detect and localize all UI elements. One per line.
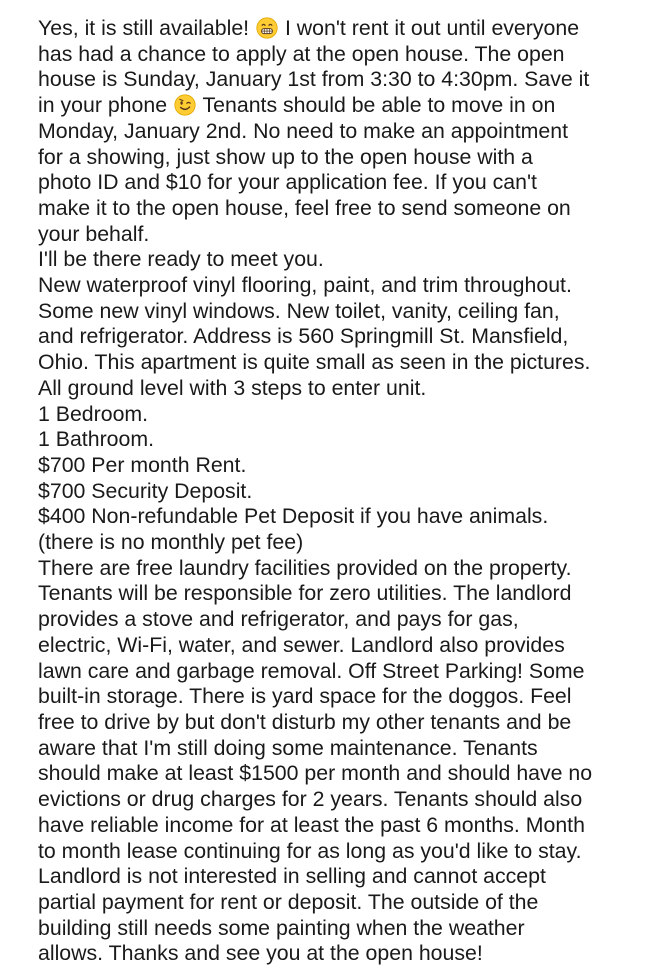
post-line: photo ID and $10 for your application fee. If you can't (38, 170, 537, 195)
post-line: and refrigerator. Address is 560 Springmill St. Mansfield, (38, 324, 569, 349)
post-line: house is Sunday, January 1st from 3:30 to 4:30pm. Save it (38, 67, 590, 92)
post-line: to month lease continuing for as long as you'd like to stay. (38, 838, 582, 863)
post-line: has had a chance to apply at the open house. The open (38, 41, 565, 66)
post-line: Some new vinyl windows. New toilet, vanity, ceiling fan, (38, 298, 560, 323)
post-line: (there is no monthly pet fee) (38, 530, 304, 555)
post-line: in your phone Tenants should be able to move in on (38, 93, 556, 118)
post-line: Landlord is not interested in selling and cannot accept (38, 864, 546, 889)
post-line: built-in storage. There is yard space for the doggos. Feel (38, 684, 572, 709)
post-body (38, 16, 638, 967)
winking-face-icon (174, 94, 196, 116)
post-line: Monday, January 2nd. No need to make an appointment (38, 118, 568, 143)
post-line: aware that I'm still doing some maintenance. Tenants (38, 735, 538, 760)
post-line: Tenants will be responsible for zero utilities. The landlord (38, 581, 572, 606)
post-line: provides a stove and refrigerator, and pays for gas, (38, 607, 519, 632)
post-line: $400 Non-refundable Pet Deposit if you have animals. (38, 504, 549, 529)
post-line: All ground level with 3 steps to enter unit. (38, 375, 427, 400)
post-line: your behalf. (38, 221, 150, 246)
post-line: electric, Wi-Fi, water, and sewer. Landlord also provides (38, 632, 565, 657)
post-line: lawn care and garbage removal. Off Street Parking! Some (38, 658, 585, 683)
post-line: have reliable income for at least the past 6 months. Month (38, 812, 585, 837)
post-line: allows. Thanks and see you at the open house! (38, 941, 483, 966)
post-line: $700 Security Deposit. (38, 478, 253, 503)
post-line: make it to the open house, feel free to send someone on (38, 195, 571, 220)
post-line: New waterproof vinyl flooring, paint, and trim throughout. (38, 273, 572, 298)
post-line: building still needs some painting when the weather (38, 915, 525, 940)
post-line: I'll be there ready to meet you. (38, 247, 324, 272)
post-line: 1 Bathroom. (38, 427, 155, 452)
post-line: There are free laundry facilities provided on the property. (38, 555, 572, 580)
post-line: $700 Per month Rent. (38, 452, 247, 477)
post-line: partial payment for rent or deposit. The outside of the (38, 889, 539, 914)
post-line: Ohio. This apartment is quite small as seen in the pictures. (38, 350, 591, 375)
post-line: 1 Bedroom. (38, 401, 149, 426)
post-line: should make at least $1500 per month and should have no (38, 761, 593, 786)
post-line: for a showing, just show up to the open house with a (38, 144, 533, 169)
post-line: free to drive by but don't disturb my other tenants and be (38, 709, 572, 734)
grinning-face-icon (256, 17, 278, 39)
post-line: evictions or drug charges for 2 years. Tenants should also (38, 787, 583, 812)
post-line: Yes, it is still available! I won't rent it out until everyone (38, 16, 580, 40)
